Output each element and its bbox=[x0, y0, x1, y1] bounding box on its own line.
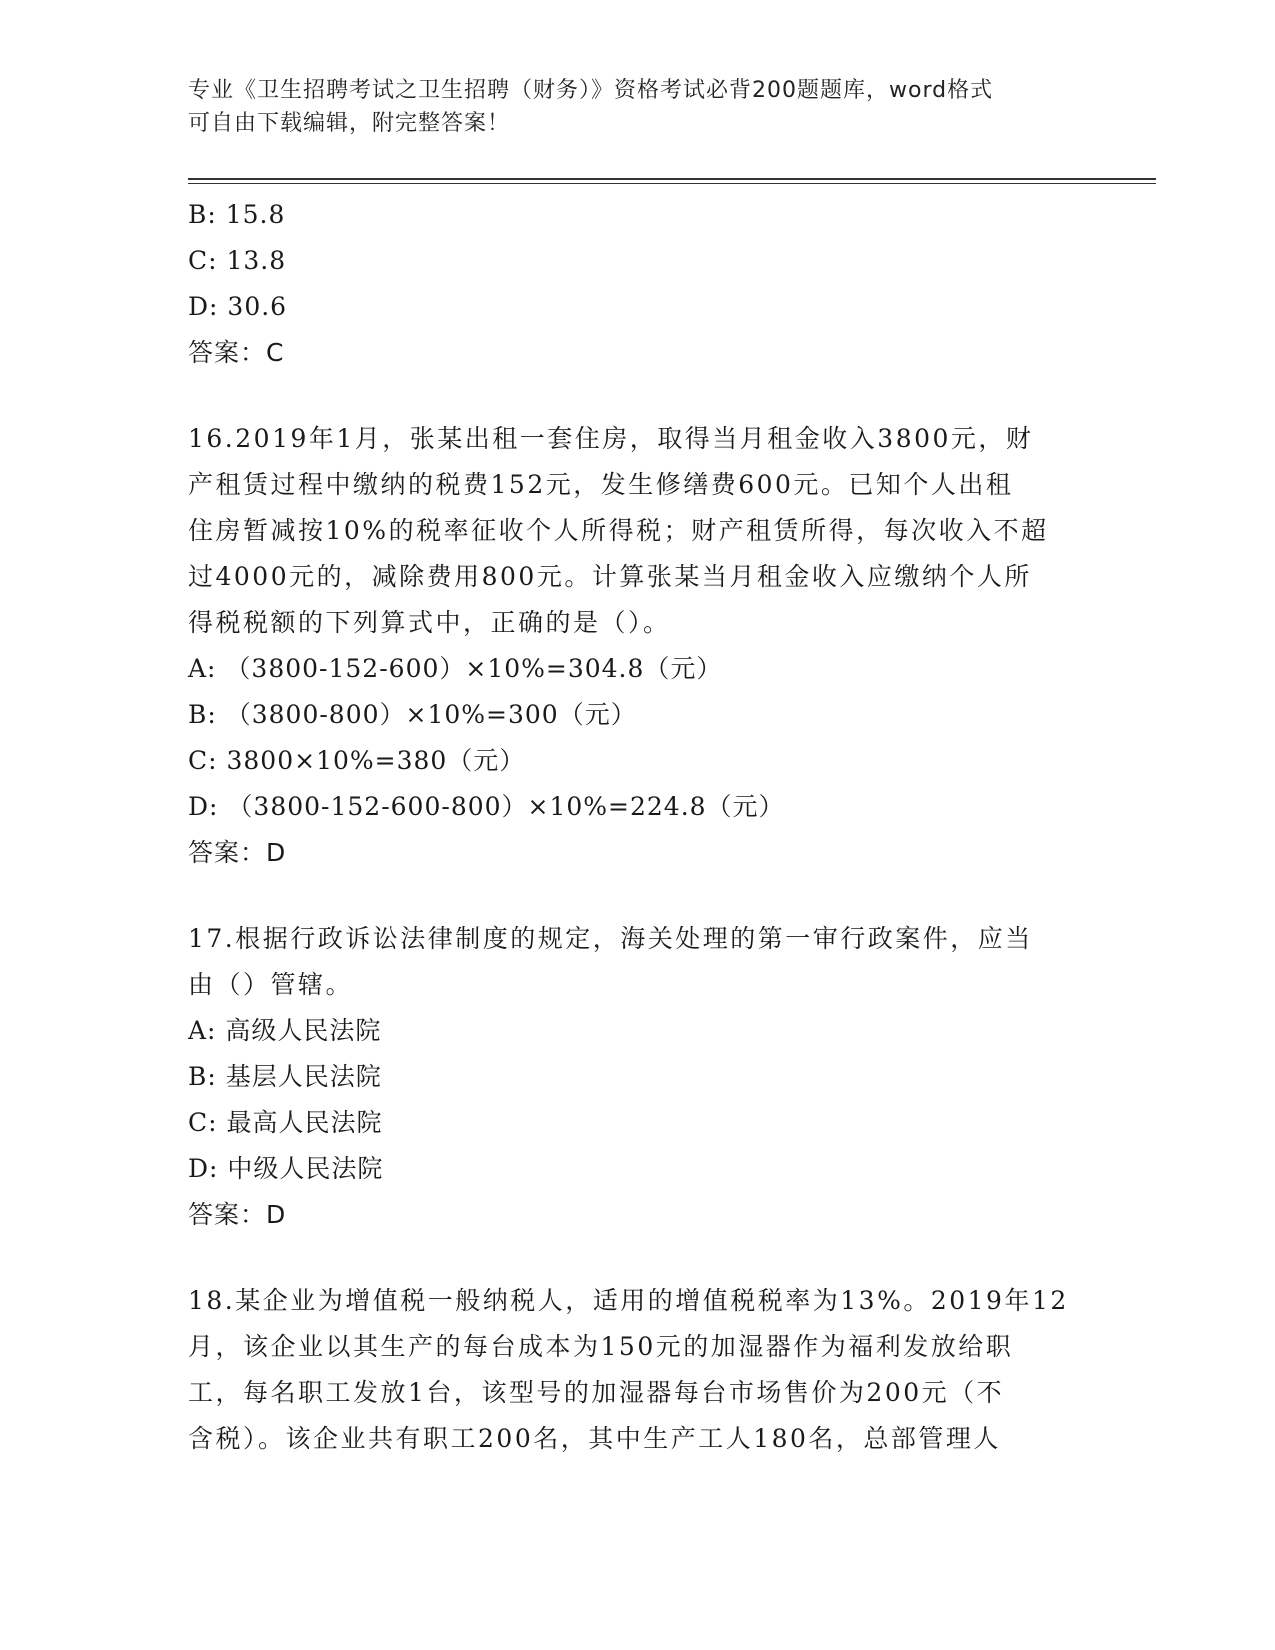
document-header bbox=[188, 74, 1068, 140]
option-b: B: 基层人民法院 bbox=[188, 1062, 382, 1091]
document-body bbox=[188, 192, 1088, 1462]
option-c: C: 13.8 bbox=[188, 246, 287, 275]
option-d: D: （3800-152-600-800）×10%=224.8（元） bbox=[188, 792, 785, 821]
question-16 bbox=[188, 416, 1088, 876]
question-17 bbox=[188, 916, 1088, 1238]
question-stem-line: 18.某企业为增值税一般纳税人，适用的增值税税率为13%。2019年12 bbox=[188, 1286, 1069, 1315]
header-line-1: 专业《卫生招聘考试之卫生招聘（财务）》资格考试必背200题题库，word格式 bbox=[188, 78, 994, 103]
answer: 答案：C bbox=[188, 338, 285, 367]
question-stem-line: 工，每名职工发放1台，该型号的加湿器每台市场售价为200元（不 bbox=[188, 1378, 1005, 1407]
question-stem-line: 由（）管辖。 bbox=[188, 970, 354, 999]
question-18 bbox=[188, 1278, 1088, 1462]
header-rule-thin bbox=[188, 183, 1156, 184]
option-a: A: 高级人民法院 bbox=[188, 1016, 382, 1045]
option-c: C: 3800×10%=380（元） bbox=[188, 746, 526, 775]
option-d: D: 中级人民法院 bbox=[188, 1154, 384, 1183]
option-d: D: 30.6 bbox=[188, 292, 288, 321]
answer: 答案：D bbox=[188, 1200, 287, 1229]
question-stem-line: 含税）。该企业共有职工200名，其中生产工人180名，总部管理人 bbox=[188, 1424, 1001, 1453]
answer: 答案：D bbox=[188, 838, 287, 867]
question-stem-line: 产租赁过程中缴纳的税费152元，发生修缮费600元。已知个人出租 bbox=[188, 470, 1014, 499]
question-stem-line: 过4000元的，减除费用800元。计算张某当月租金收入应缴纳个人所 bbox=[188, 562, 1032, 591]
question-15-tail bbox=[188, 192, 1088, 376]
option-b: B: （3800-800）×10%=300（元） bbox=[188, 700, 637, 729]
question-stem-line: 月，该企业以其生产的每台成本为150元的加湿器作为福利发放给职 bbox=[188, 1332, 1014, 1361]
option-a: A: （3800-152-600）×10%=304.8（元） bbox=[188, 654, 723, 683]
question-stem-line: 16.2019年1月，张某出租一套住房，取得当月租金收入3800元，财 bbox=[188, 424, 1034, 453]
option-c: C: 最高人民法院 bbox=[188, 1108, 383, 1137]
header-rule-thick bbox=[188, 178, 1156, 180]
header-line-2: 可自由下载编辑，附完整答案！ bbox=[188, 111, 511, 136]
question-stem-line: 得税税额的下列算式中，正确的是（）。 bbox=[188, 608, 671, 637]
question-stem-line: 17.根据行政诉讼法律制度的规定，海关处理的第一审行政案件，应当 bbox=[188, 924, 1033, 953]
option-b: B: 15.8 bbox=[188, 200, 286, 229]
question-stem-line: 住房暂减按10%的税率征收个人所得税；财产租赁所得，每次收入不超 bbox=[188, 516, 1049, 545]
